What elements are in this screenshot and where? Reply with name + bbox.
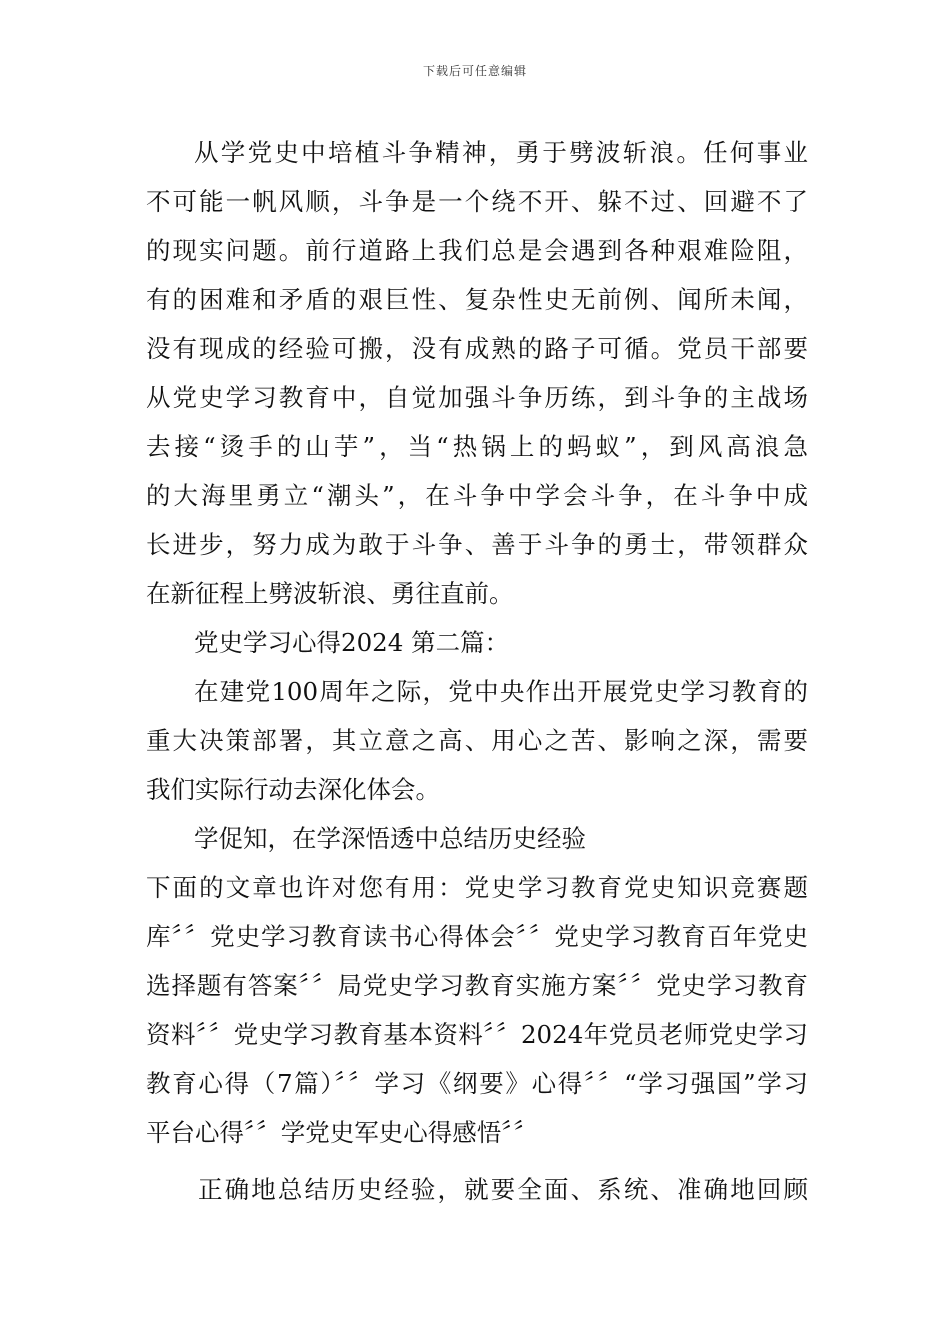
text-line: 去接“烫手的山芋”，当“热锅上的蚂蚁”，到风高浪急 [146, 432, 808, 461]
text-line: 选择题有答案〞〞局党史学习教育实施方案〞〞党史学习教育 [146, 971, 808, 1000]
document-body [146, 128, 808, 1214]
paragraph-struggle-spirit [146, 128, 808, 618]
text-line: 库〞〞党史学习教育读书心得体会〞〞党史学习教育百年党史 [146, 922, 808, 951]
paragraph-history-review [146, 1165, 808, 1214]
text-line: 从学党史中培植斗争精神，勇于劈波斩浪。任何事业 [194, 138, 808, 167]
text-line: 教育心得（7篇）〞〞学习《纲要》心得〞〞“学习强国”学习 [146, 1069, 808, 1098]
text-line: 的现实问题。前行道路上我们总是会遇到各种艰难险阻， [146, 236, 808, 265]
text-line: 不可能一帆风顺，斗争是一个绕不开、躲不过、回避不了 [146, 187, 808, 216]
text-line: 重大决策部署，其立意之高、用心之苦、影响之深，需要 [146, 726, 808, 755]
text-line: 平台心得〞〞学党史军史心得感悟〞〞 [146, 1118, 538, 1147]
text-line: 资料〞〞党史学习教育基本资料〞〞2024年党员老师党史学习 [146, 1020, 808, 1049]
text-line: 有的困难和矛盾的艰巨性、复杂性史无前例、闻所未闻， [146, 285, 808, 314]
text-line: 下面的文章也许对您有用：党史学习教育党史知识竞赛题 [146, 873, 808, 902]
text-line: 没有现成的经验可搬，没有成熟的路子可循。党员干部要 [146, 334, 808, 363]
text-line: 从党史学习教育中，自觉加强斗争历练，到斗争的主战场 [146, 383, 808, 412]
text-line: 正确地总结历史经验，就要全面、系统、准确地回顾 [198, 1175, 808, 1204]
text-line: 长进步，努力成为敢于斗争、善于斗争的勇士，带领群众 [146, 530, 808, 559]
text-line: 我们实际行动去深化体会。 [146, 775, 440, 804]
section-heading: 党史学习心得2024 第二篇： [194, 628, 510, 657]
text-line: 在建党100周年之际，党中央作出开展党史学习教育的 [194, 677, 808, 706]
text-line: 在新征程上劈波斩浪、勇往直前。 [146, 579, 514, 608]
subheading: 学促知，在学深悟透中总结历史经验 [194, 824, 586, 853]
text-line: 的大海里勇立“潮头”，在斗争中学会斗争，在斗争中成 [146, 481, 808, 510]
paragraph-centenary [146, 667, 808, 814]
page-header: 下载后可任意编辑 [422, 64, 527, 78]
related-articles [146, 863, 808, 1157]
